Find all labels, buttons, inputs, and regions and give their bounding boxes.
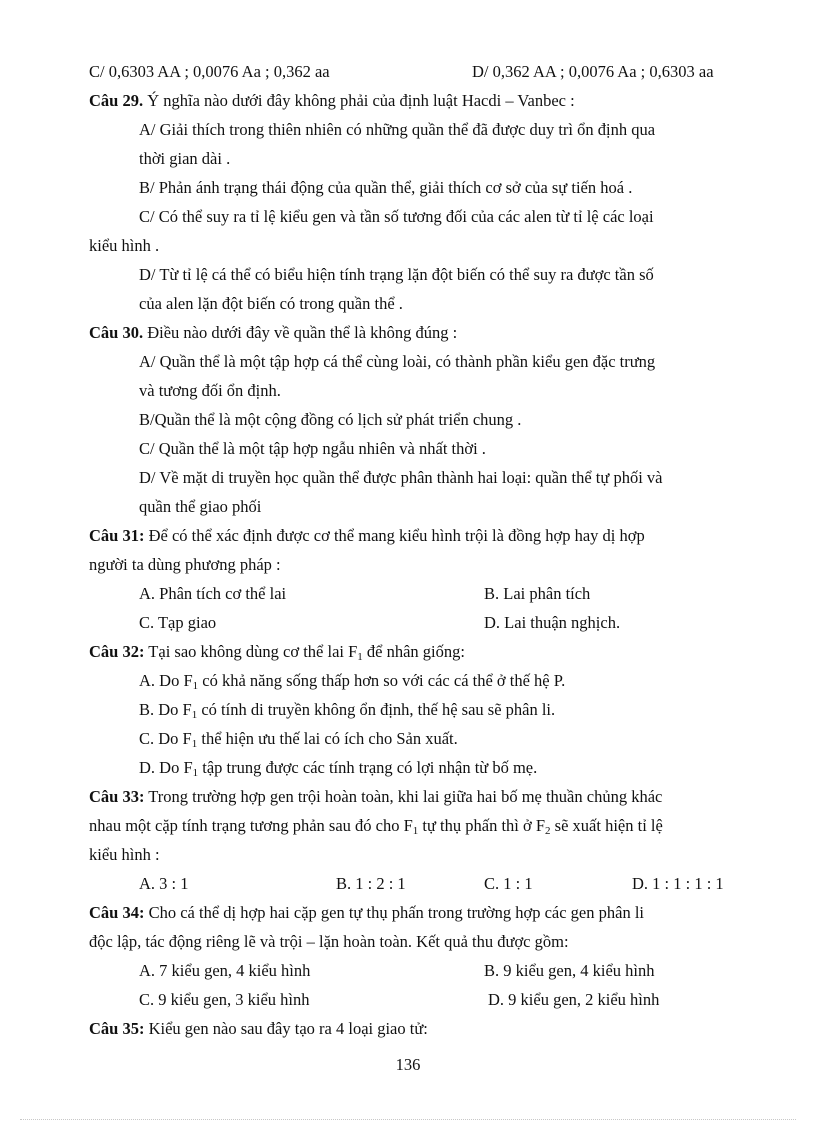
question-34: Câu 34: Cho cá thể dị hợp hai cặp gen tự thụ phấn trong trường hợp các gen phân li bbox=[89, 903, 644, 922]
question-29: Câu 29. Ý nghĩa nào dưới đây không phải của định luật Hacdi – Vanbec : bbox=[89, 91, 575, 110]
question-31: Câu 31: Để có thể xác định được cơ thể mang kiểu hình trội là đồng hợp hay dị hợp bbox=[89, 526, 645, 545]
answer-option: D. 9 kiểu gen, 2 kiểu hình bbox=[488, 990, 660, 1009]
answer-line: D/ 0,362 AA ; 0,0076 Aa ; 0,6303 aa bbox=[472, 62, 714, 81]
question-text: nhau một cặp tính trạng tương phản sau đó cho $F_1$ tự thụ phấn thì ở $F_2$ sẽ xuất hiện tỉ lệ bbox=[89, 816, 663, 837]
page-number: 136 bbox=[395, 1055, 421, 1074]
answer-option: A. 3 : 1 bbox=[139, 874, 189, 893]
question-35: Câu 35: Kiểu gen nào sau đây tạo ra 4 loại giao tử: bbox=[89, 1019, 428, 1038]
answer-option: B. 1 : 2 : 1 bbox=[336, 874, 406, 893]
answer-option: D. Do $F_1$ tập trung được các tính trạng có lợi nhận từ bố mẹ. bbox=[139, 758, 538, 779]
question-32: Câu 32: Tại sao không dùng cơ thể lai $F_1$ để nhân giống: bbox=[89, 642, 465, 663]
page-bottom-divider bbox=[20, 1119, 796, 1120]
answer-option: D. 1 : 1 : 1 : 1 bbox=[632, 874, 724, 893]
question-33: Câu 33: Trong trường hợp gen trội hoàn toàn, khi lai giữa hai bố mẹ thuần chủng khác bbox=[89, 787, 663, 806]
question-30: Câu 30. Điều nào dưới đây về quần thể là không đúng : bbox=[89, 323, 458, 342]
answer-option: A. Do $F_1$ có khả năng sống thấp hơn so với các cá thể ở thế hệ P. bbox=[139, 671, 566, 692]
answer-line: C/ Quần thể là một tập hợp ngẫu nhiên và nhất thời . bbox=[139, 439, 486, 458]
answer-line: kiểu hình . bbox=[89, 236, 160, 255]
answer-option: B. 9 kiểu gen, 4 kiểu hình bbox=[484, 961, 655, 980]
answer-line: của alen lặn đột biến có trong quần thể . bbox=[139, 294, 403, 313]
answer-option: B. Do $F_1$ có tính di truyền không ổn định, thế hệ sau sẽ phân li. bbox=[139, 700, 556, 721]
answer-line: C/ Có thể suy ra tỉ lệ kiểu gen và tần số tương đối của các alen từ tỉ lệ các loại bbox=[139, 207, 654, 226]
question-text: độc lập, tác động riêng lẽ và trội – lặn hoàn toàn. Kết quả thu được gồm: bbox=[89, 932, 569, 951]
answer-line: và tương đối ổn định. bbox=[139, 381, 281, 400]
answer-option: C. Tạp giao bbox=[139, 613, 217, 632]
answer-line: A/ Giải thích trong thiên nhiên có những quần thể đã được duy trì ổn định qua bbox=[139, 120, 656, 139]
answer-line: D/ Về mặt di truyền học quần thể được phân thành hai loại: quần thể tự phối và bbox=[139, 468, 663, 487]
answer-option: D. Lai thuận nghịch. bbox=[484, 613, 621, 632]
answer-line: thời gian dài . bbox=[139, 149, 231, 168]
question-text: người ta dùng phương pháp : bbox=[89, 555, 281, 574]
answer-option: C. 1 : 1 bbox=[484, 874, 533, 893]
answer-option: B. Lai phân tích bbox=[484, 584, 591, 603]
answer-option: A. Phân tích cơ thể lai bbox=[139, 584, 287, 603]
answer-line: D/ Từ tỉ lệ cá thể có biểu hiện tính trạng lặn đột biến có thể suy ra được tần số bbox=[139, 265, 654, 284]
answer-option: C. 9 kiểu gen, 3 kiểu hình bbox=[139, 990, 310, 1009]
answer-line: B/Quần thể là một cộng đồng có lịch sử phát triển chung . bbox=[139, 410, 522, 429]
answer-option: C. Do $F_1$ thể hiện ưu thế lai có ích cho Sản xuất. bbox=[139, 729, 458, 750]
answer-option: A. 7 kiểu gen, 4 kiểu hình bbox=[139, 961, 311, 980]
answer-line: A/ Quần thể là một tập hợp cá thể cùng loài, có thành phần kiểu gen đặc trưng bbox=[139, 352, 656, 371]
answer-line: C/ 0,6303 AA ; 0,0076 Aa ; 0,362 aa bbox=[89, 62, 330, 81]
answer-line: B/ Phản ánh trạng thái động của quần thể, giải thích cơ sở của sự tiến hoá . bbox=[139, 178, 633, 197]
answer-line: quần thể giao phối bbox=[139, 497, 262, 516]
question-text: kiểu hình : bbox=[89, 845, 160, 864]
